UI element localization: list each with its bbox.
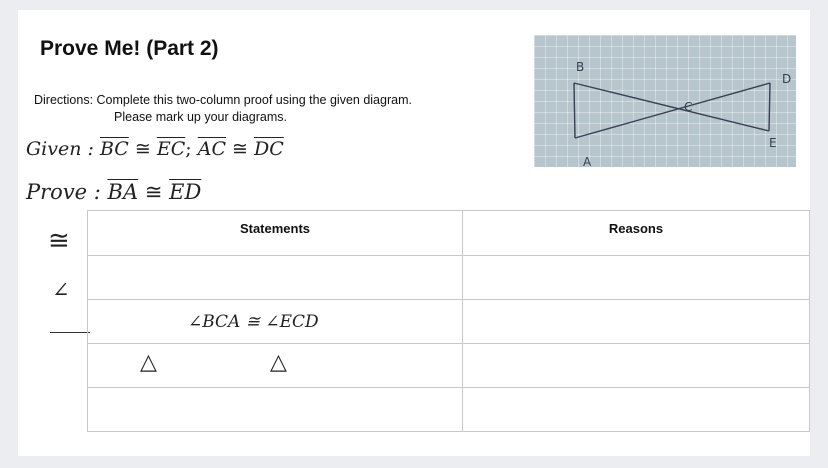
- proof-row-4: [88, 388, 810, 432]
- segment-ed: [769, 83, 770, 131]
- prove-cong: ≅: [144, 180, 163, 204]
- diagram-label-b: B: [576, 60, 585, 74]
- diagram-label-e: E: [769, 136, 777, 150]
- reason-cell-1[interactable]: [463, 256, 810, 300]
- given-seg-ac: AC: [197, 138, 226, 160]
- given-cong-2: ≅: [232, 138, 248, 160]
- diagram-drawing: [534, 35, 796, 167]
- statement-angle-congruence: ∠BCA ≅ ∠ECD: [188, 312, 319, 332]
- statement-cell-4[interactable]: [88, 388, 463, 432]
- statement-cell-3[interactable]: [88, 344, 463, 388]
- given-separator: ;: [185, 138, 192, 160]
- diagram-photo: [534, 35, 796, 167]
- prove-seg-ed: ED: [169, 180, 202, 204]
- directions-line-2: Please mark up your diagrams.: [114, 110, 287, 124]
- directions: [34, 92, 412, 126]
- sidebar-divider: [50, 332, 90, 333]
- diagram-label-c: C: [684, 100, 693, 114]
- segment-be: [574, 83, 769, 131]
- triangle-symbol-left: △: [140, 350, 157, 375]
- proof-row-1: [88, 256, 810, 300]
- diagram-label-d: D: [782, 72, 792, 86]
- segment-ad: [575, 83, 770, 138]
- sidebar-congruent-symbol: ≅: [48, 226, 70, 256]
- directions-line-1: Directions: Complete this two-column proof using the given diagram.: [34, 93, 412, 107]
- proof-row-2: [88, 300, 810, 344]
- given-seg-dc: DC: [254, 138, 284, 160]
- proof-header-row: [88, 211, 810, 256]
- statement-cell-1[interactable]: [88, 256, 463, 300]
- given-label: Given :: [26, 138, 94, 160]
- diagram-label-a: A: [583, 155, 592, 167]
- prove-label: Prove :: [26, 180, 101, 204]
- given-seg-ec: EC: [156, 138, 186, 160]
- header-reasons: Reasons: [463, 211, 810, 256]
- proof-row-3: [88, 344, 810, 388]
- prove-seg-ba: BA: [107, 180, 139, 204]
- proof-table: [87, 210, 810, 432]
- statement-cell-2[interactable]: [88, 300, 463, 344]
- reason-cell-3[interactable]: [463, 344, 810, 388]
- header-statements: Statements: [88, 211, 463, 256]
- prove-statement: [26, 180, 201, 204]
- triangle-symbol-right: △: [270, 350, 287, 375]
- given-cong-1: ≅: [134, 138, 151, 160]
- given-statement: [26, 138, 284, 160]
- reason-cell-2[interactable]: [463, 300, 810, 344]
- page-title: Prove Me! (Part 2): [40, 37, 219, 60]
- sidebar-angle-symbol: ∠: [52, 278, 70, 302]
- reason-cell-4[interactable]: [463, 388, 810, 432]
- worksheet: [18, 10, 810, 456]
- given-seg-bc: BC: [99, 138, 129, 160]
- segment-ba: [574, 83, 575, 138]
